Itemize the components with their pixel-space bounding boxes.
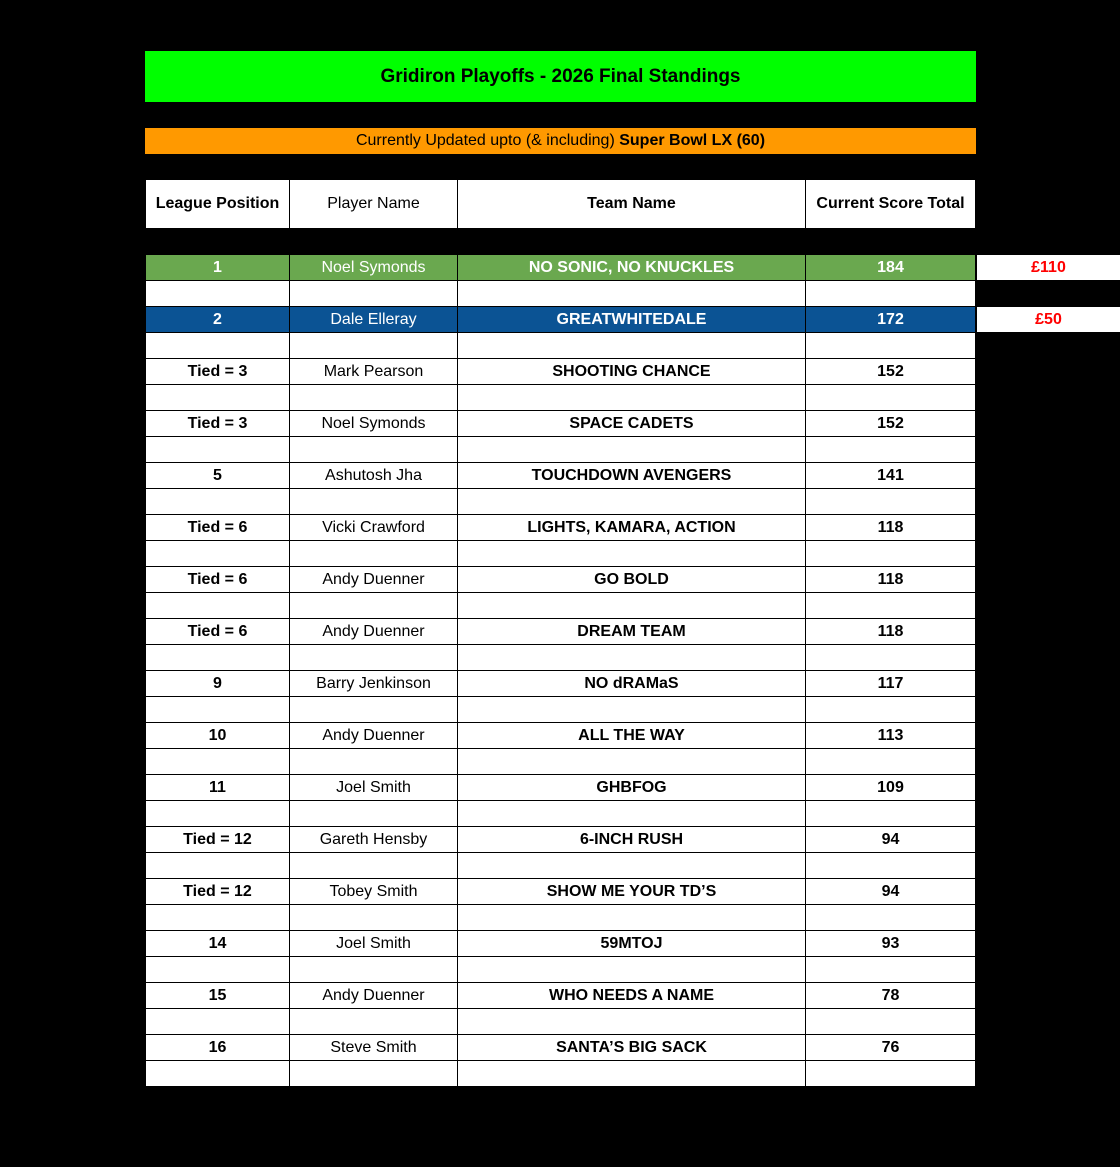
spacer-row [146, 1061, 976, 1087]
empty-cell [290, 957, 458, 983]
table-row [146, 567, 976, 593]
player-name-cell: Mark Pearson [290, 359, 458, 385]
league-position-cell: Tied = 3 [146, 359, 290, 385]
empty-cell [146, 281, 290, 307]
score-cell: 152 [806, 359, 976, 385]
empty-cell [458, 853, 806, 879]
empty-cell [806, 281, 976, 307]
empty-cell [290, 541, 458, 567]
empty-cell [806, 541, 976, 567]
empty-cell [290, 593, 458, 619]
spacer-row [146, 801, 976, 827]
empty-cell [146, 645, 290, 671]
header-player-name: Player Name [290, 180, 458, 229]
empty-cell [458, 281, 806, 307]
spacer-row [146, 593, 976, 619]
second-prize-amount: £50 [977, 307, 1120, 332]
score-cell: 172 [806, 307, 976, 333]
player-name-cell: Steve Smith [290, 1035, 458, 1061]
empty-cell [146, 593, 290, 619]
empty-cell [146, 749, 290, 775]
empty-cell [806, 1009, 976, 1035]
empty-cell [806, 801, 976, 827]
standings-body [146, 255, 976, 1087]
league-position-cell: 14 [146, 931, 290, 957]
table-row [146, 307, 976, 333]
player-name-cell: Ashutosh Jha [290, 463, 458, 489]
spacer-row [146, 281, 976, 307]
team-name-cell: 6-INCH RUSH [458, 827, 806, 853]
player-name-cell: Noel Symonds [290, 255, 458, 281]
league-position-cell: Tied = 6 [146, 619, 290, 645]
empty-cell [806, 437, 976, 463]
empty-cell [146, 333, 290, 359]
team-name-cell: SANTA’S BIG SACK [458, 1035, 806, 1061]
empty-cell [290, 489, 458, 515]
page-title: Gridiron Playoffs - 2026 Final Standings [145, 51, 976, 102]
empty-cell [458, 489, 806, 515]
score-cell: 109 [806, 775, 976, 801]
player-name-cell: Joel Smith [290, 775, 458, 801]
empty-cell [458, 749, 806, 775]
league-position-cell: 1 [146, 255, 290, 281]
spacer-row [146, 489, 976, 515]
score-cell: 152 [806, 411, 976, 437]
empty-cell [290, 385, 458, 411]
table-row [146, 983, 976, 1009]
update-status-highlight: Super Bowl LX (60) [619, 132, 766, 149]
spacer-row [146, 1009, 976, 1035]
header-team-name: Team Name [458, 180, 806, 229]
empty-cell [806, 697, 976, 723]
score-cell: 113 [806, 723, 976, 749]
spacer-row [146, 905, 976, 931]
player-name-cell: Andy Duenner [290, 619, 458, 645]
empty-cell [806, 1061, 976, 1087]
team-name-cell: SPACE CADETS [458, 411, 806, 437]
table-row [146, 619, 976, 645]
team-name-cell: 59MTOJ [458, 931, 806, 957]
team-name-cell: NO SONIC, NO KNUCKLES [458, 255, 806, 281]
league-position-cell: 10 [146, 723, 290, 749]
empty-cell [458, 905, 806, 931]
team-name-cell: NO dRAMaS [458, 671, 806, 697]
team-name-cell: GHBFOG [458, 775, 806, 801]
empty-cell [146, 697, 290, 723]
league-position-cell: Tied = 12 [146, 827, 290, 853]
empty-cell [806, 749, 976, 775]
empty-cell [458, 333, 806, 359]
empty-cell [458, 697, 806, 723]
score-cell: 117 [806, 671, 976, 697]
empty-cell [806, 385, 976, 411]
table-row [146, 411, 976, 437]
spacer-row [146, 749, 976, 775]
empty-cell [290, 645, 458, 671]
update-status-banner [145, 128, 976, 154]
player-name-cell: Andy Duenner [290, 983, 458, 1009]
header-league-position: League Position [146, 180, 290, 229]
score-cell: 118 [806, 619, 976, 645]
empty-cell [146, 385, 290, 411]
league-position-cell: Tied = 6 [146, 515, 290, 541]
spacer-row [146, 853, 976, 879]
player-name-cell: Noel Symonds [290, 411, 458, 437]
spacer-row [146, 333, 976, 359]
score-cell: 76 [806, 1035, 976, 1061]
empty-cell [458, 957, 806, 983]
empty-cell [146, 1061, 290, 1087]
empty-cell [458, 593, 806, 619]
table-row [146, 1035, 976, 1061]
table-row [146, 723, 976, 749]
empty-cell [806, 905, 976, 931]
player-name-cell: Joel Smith [290, 931, 458, 957]
empty-cell [806, 853, 976, 879]
empty-cell [458, 1009, 806, 1035]
league-position-cell: 9 [146, 671, 290, 697]
empty-cell [290, 905, 458, 931]
table-row [146, 879, 976, 905]
score-cell: 184 [806, 255, 976, 281]
table-row [146, 255, 976, 281]
table-row [146, 931, 976, 957]
team-name-cell: SHOW ME YOUR TD’S [458, 879, 806, 905]
empty-cell [290, 801, 458, 827]
table-row [146, 515, 976, 541]
standings-table [145, 255, 976, 1087]
team-name-cell: GREATWHITEDALE [458, 307, 806, 333]
score-cell: 78 [806, 983, 976, 1009]
empty-cell [290, 853, 458, 879]
table-row [146, 359, 976, 385]
empty-cell [290, 1061, 458, 1087]
empty-cell [806, 645, 976, 671]
empty-cell [458, 801, 806, 827]
header-current-score-total: Current Score Total [806, 180, 976, 229]
empty-cell [458, 645, 806, 671]
player-name-cell: Andy Duenner [290, 567, 458, 593]
score-cell: 118 [806, 515, 976, 541]
team-name-cell: ALL THE WAY [458, 723, 806, 749]
spacer-row [146, 385, 976, 411]
league-position-cell: Tied = 12 [146, 879, 290, 905]
first-prize-amount: £110 [977, 255, 1120, 280]
spacer-row [146, 437, 976, 463]
empty-cell [290, 281, 458, 307]
empty-cell [146, 437, 290, 463]
empty-cell [806, 333, 976, 359]
player-name-cell: Gareth Hensby [290, 827, 458, 853]
score-cell: 94 [806, 879, 976, 905]
empty-cell [290, 333, 458, 359]
empty-cell [806, 957, 976, 983]
empty-cell [146, 957, 290, 983]
team-name-cell: TOUCHDOWN AVENGERS [458, 463, 806, 489]
spacer-row [146, 957, 976, 983]
empty-cell [290, 437, 458, 463]
empty-cell [290, 749, 458, 775]
player-name-cell: Vicki Crawford [290, 515, 458, 541]
spacer-row [146, 697, 976, 723]
empty-cell [458, 1061, 806, 1087]
empty-cell [146, 801, 290, 827]
empty-cell [806, 593, 976, 619]
empty-cell [146, 1009, 290, 1035]
empty-cell [458, 385, 806, 411]
team-name-cell: GO BOLD [458, 567, 806, 593]
player-name-cell: Andy Duenner [290, 723, 458, 749]
header-row [146, 180, 976, 229]
empty-cell [146, 541, 290, 567]
league-position-cell: 2 [146, 307, 290, 333]
empty-cell [458, 437, 806, 463]
standings-header [145, 180, 976, 229]
team-name-cell: DREAM TEAM [458, 619, 806, 645]
empty-cell [806, 489, 976, 515]
player-name-cell: Tobey Smith [290, 879, 458, 905]
team-name-cell: WHO NEEDS A NAME [458, 983, 806, 1009]
league-position-cell: Tied = 3 [146, 411, 290, 437]
empty-cell [290, 1009, 458, 1035]
empty-cell [458, 541, 806, 567]
score-cell: 118 [806, 567, 976, 593]
league-position-cell: 11 [146, 775, 290, 801]
empty-cell [146, 489, 290, 515]
score-cell: 141 [806, 463, 976, 489]
player-name-cell: Dale Elleray [290, 307, 458, 333]
score-cell: 94 [806, 827, 976, 853]
empty-cell [146, 853, 290, 879]
league-position-cell: 5 [146, 463, 290, 489]
table-row [146, 827, 976, 853]
table-row [146, 775, 976, 801]
update-status-prefix: Currently Updated upto (& including) [355, 132, 620, 149]
league-position-cell: 15 [146, 983, 290, 1009]
team-name-cell: LIGHTS, KAMARA, ACTION [458, 515, 806, 541]
table-row [146, 671, 976, 697]
team-name-cell: SHOOTING CHANCE [458, 359, 806, 385]
empty-cell [290, 697, 458, 723]
spacer-row [146, 645, 976, 671]
spacer-row [146, 541, 976, 567]
league-position-cell: 16 [146, 1035, 290, 1061]
score-cell: 93 [806, 931, 976, 957]
table-row [146, 463, 976, 489]
empty-cell [146, 905, 290, 931]
player-name-cell: Barry Jenkinson [290, 671, 458, 697]
league-position-cell: Tied = 6 [146, 567, 290, 593]
